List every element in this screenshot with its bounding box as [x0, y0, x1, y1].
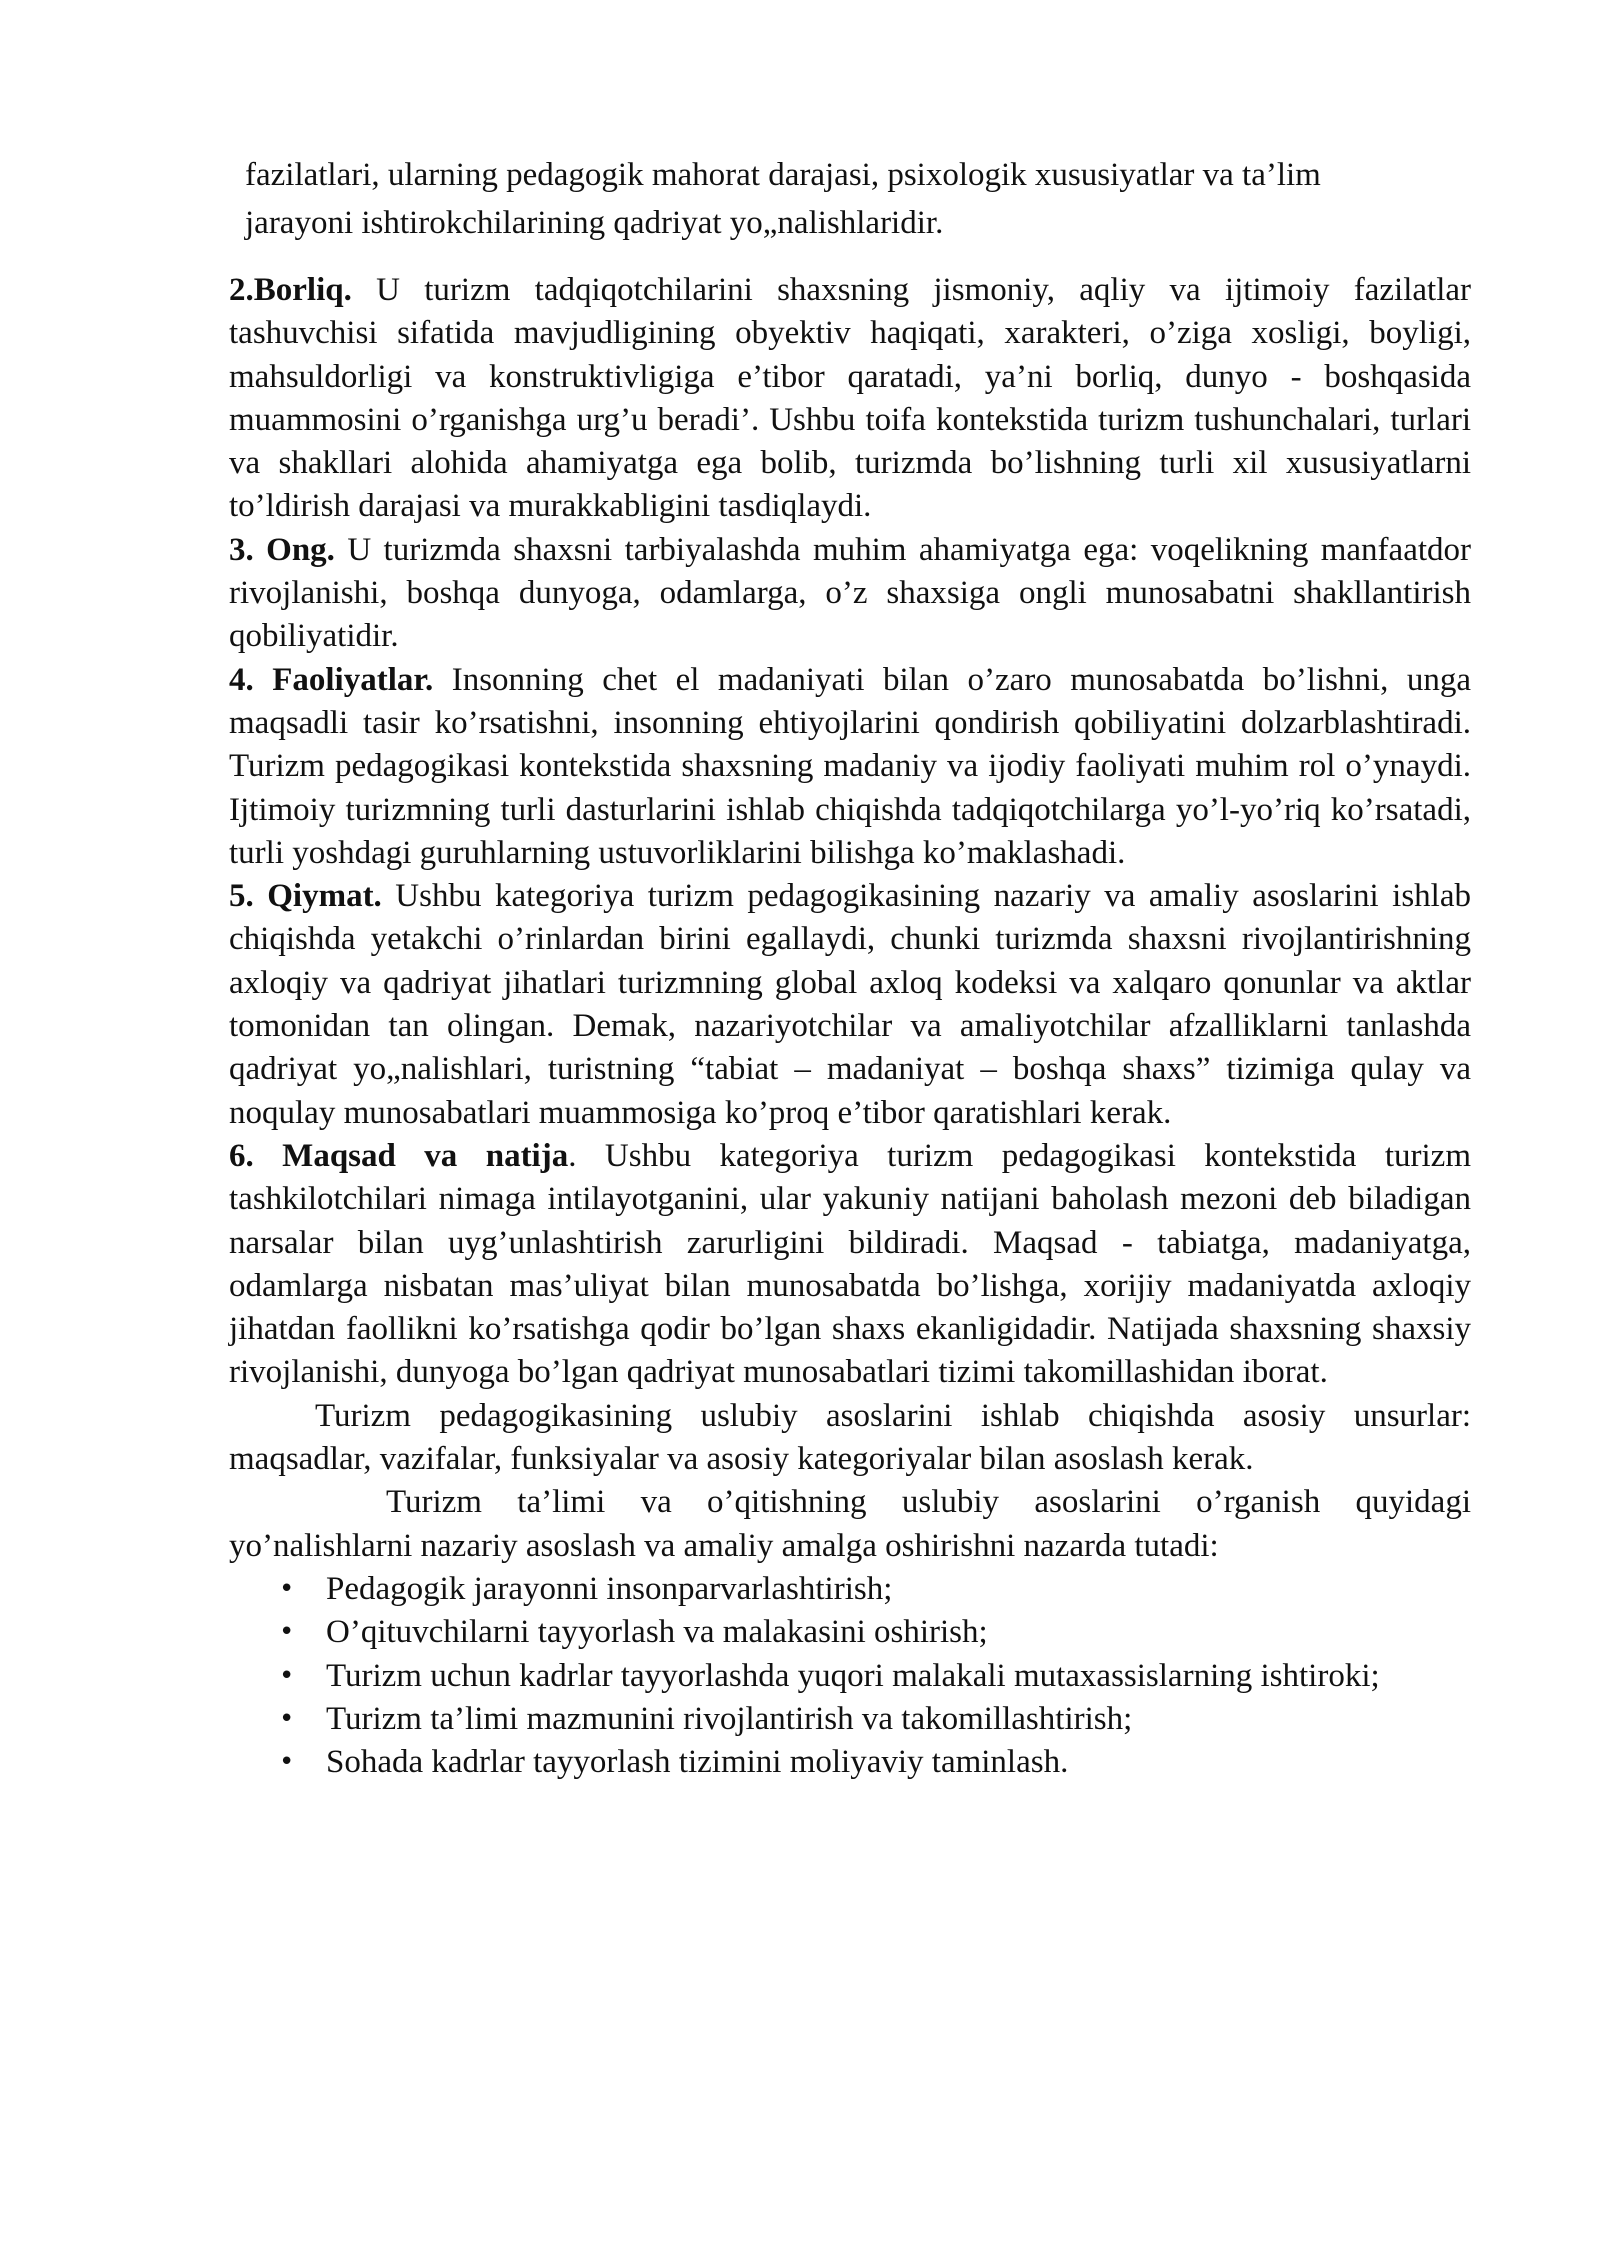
list-item-text: Turizm uchun kadrlar tayyorlashda yuqori malakali mutaxassislarning ishtiroki;	[326, 1657, 1380, 1694]
bullet-icon: •	[279, 1617, 295, 1648]
list-item-text: Pedagogik jarayonni insonparvarlashtirish;	[326, 1570, 893, 1607]
list-item	[229, 1655, 1471, 1698]
section-text: Ushbu kategoriya turizm pedagogikasining nazariy va amaliy asoslarini ishlab chiqishda yetakchi o’rinlardan birini egallaydi, chunki turizmda shaxsni rivojlantirishning axloqiy va qadriyat jihatlari turizmning global axloq kodeksi va xalqaro qonunlar va aktlar tomonidan tan olingan. Demak, nazariyotchilar va amaliyotchilar afzalliklarni tanlashda qadriyat yo„nalishlari, turistning “tabiat – madaniyat – boshqa shaxs” tizimiga qulay va noqulay munosabatlari muammosiga ko’proq e’tibor qaratishlari kerak.	[229, 878, 1471, 1131]
section-term: 3. Ong.	[229, 531, 335, 568]
intro-line-1: fazilatlari, ularning pedagogik mahorat darajasi, psixologik xususiyatlar va ta’lim	[245, 157, 1321, 193]
section-text: Insonning chet el madaniyati bilan o’zaro munosabatda bo’lishni, unga maqsadli tasir ko’rsatishni, insonning ehtiyojlarini qondirish qobiliyatini dolzarblashtiradi. Turizm pedagogikasi kontekstida shaxsning madaniy va ijodiy faoliyati muhim rol o’ynaydi. Ijtimoiy turizmning turli dasturlarini ishlab chiqishda tadqiqotchilarga yo’l-yo’riq ko’rsatadi, turli yoshdagi guruhlarning ustuvorliklarini bilishga ko’maklashadi.	[229, 661, 1471, 871]
list-item-text: Turizm ta’limi mazmunini rivojlantirish va takomillashtirish;	[326, 1700, 1133, 1737]
section-term: 4. Faoliyatlar.	[229, 661, 434, 698]
section-maqsad-va-natija	[229, 1135, 1471, 1395]
bullet-icon: •	[279, 1573, 295, 1604]
section-term: 5. Qiymat.	[229, 878, 382, 915]
section-borliq	[229, 269, 1471, 529]
bullet-icon: •	[279, 1703, 295, 1734]
list-item-text: Sohada kadrlar tayyorlash tizimini moliyaviy taminlash.	[326, 1744, 1069, 1781]
section-text: . Ushbu kategoriya turizm pedagogikasi kontekstida turizm tashkilotchilari nimaga intilayotganini, ular yakuniy natijani baholash mezoni deb biladigan narsalar bilan uyg’unlashtirish zarurligini bildiradi. Maqsad - tabiatga, madaniyatga, odamlarga nisbatan mas’uliyat bilan munosabatda bo’lishga, xorijiy madaniyatda axloqiy jihatdan faollikni ko’rsatishga qodir bo’lgan shaxs ekanligidadir. Natijada shaxsning shaxsiy rivojlanishi, dunyoga bo’lgan qadriyat munosabatlari tizimi takomillashidan iborat.	[229, 1137, 1471, 1391]
bullet-icon: •	[279, 1660, 295, 1691]
section-term: 2.Borliq.	[229, 272, 352, 308]
document-body	[229, 269, 1471, 1784]
list-item	[229, 1698, 1471, 1741]
list-item	[229, 1568, 1471, 1611]
list-item	[229, 1741, 1471, 1784]
paragraph-methodology-elements: Turizm pedagogikasining uslubiy asoslarini ishlab chiqishda asosiy unsurlar: maqsadlar, vazifalar, funksiyalar va asosiy kategoriyalar bilan asoslash kerak.	[229, 1397, 1471, 1478]
section-text: U turizm tadqiqotchilarini shaxsning jismoniy, aqliy va ijtimoiy fazilatlar tashuvchisi sifatida mavjudligining obyektiv haqiqati, xarakteri, o’ziga xosligi, boyligi, mahsuldorligi va konstruktivligiga e’tibor qaratadi, ya’ni borliq, dunyo - boshqasida muammosini o’rganishga urg’u beradi’. Ushbu toifa kontekstida turizm tushunchalari, turlari va shakllari alohida ahamiyatga ega bolib, turizmda bo’lishning turli xil xususiyatlarni to’ldirish darajasi va murakkabligini tasdiqlaydi.	[229, 272, 1471, 525]
list-item	[229, 1611, 1471, 1654]
list-item-text: O’qituvchilarni tayyorlash va malakasini oshirish;	[326, 1614, 988, 1651]
bullet-icon: •	[279, 1747, 295, 1778]
section-faoliyatlar	[229, 659, 1471, 875]
section-text: U turizmda shaxsni tarbiyalashda muhim ahamiyatga ega: voqelikning manfaatdor rivojlanishi, boshqa dunyoga, odamlarga, o’z shaxsiga ongli munosabatni shakllantirish qobiliyatidir.	[229, 531, 1471, 655]
section-ong	[229, 529, 1471, 659]
paragraph-methodology-directions: Turizm ta’limi va o’qitishning uslubiy asoslarini o’rganish quyidagi yo’nalishlarni nazariy asoslash va amaliy amalga oshirishni nazarda tutadi:	[229, 1484, 1471, 1564]
intro-paragraph	[245, 151, 1487, 247]
section-term: 6. Maqsad va natija	[229, 1137, 569, 1174]
section-qiymat	[229, 875, 1471, 1135]
intro-line-2: jarayoni ishtirokchilarining qadriyat yo„nalishlaridir.	[245, 205, 944, 241]
directions-list	[229, 1568, 1471, 1784]
